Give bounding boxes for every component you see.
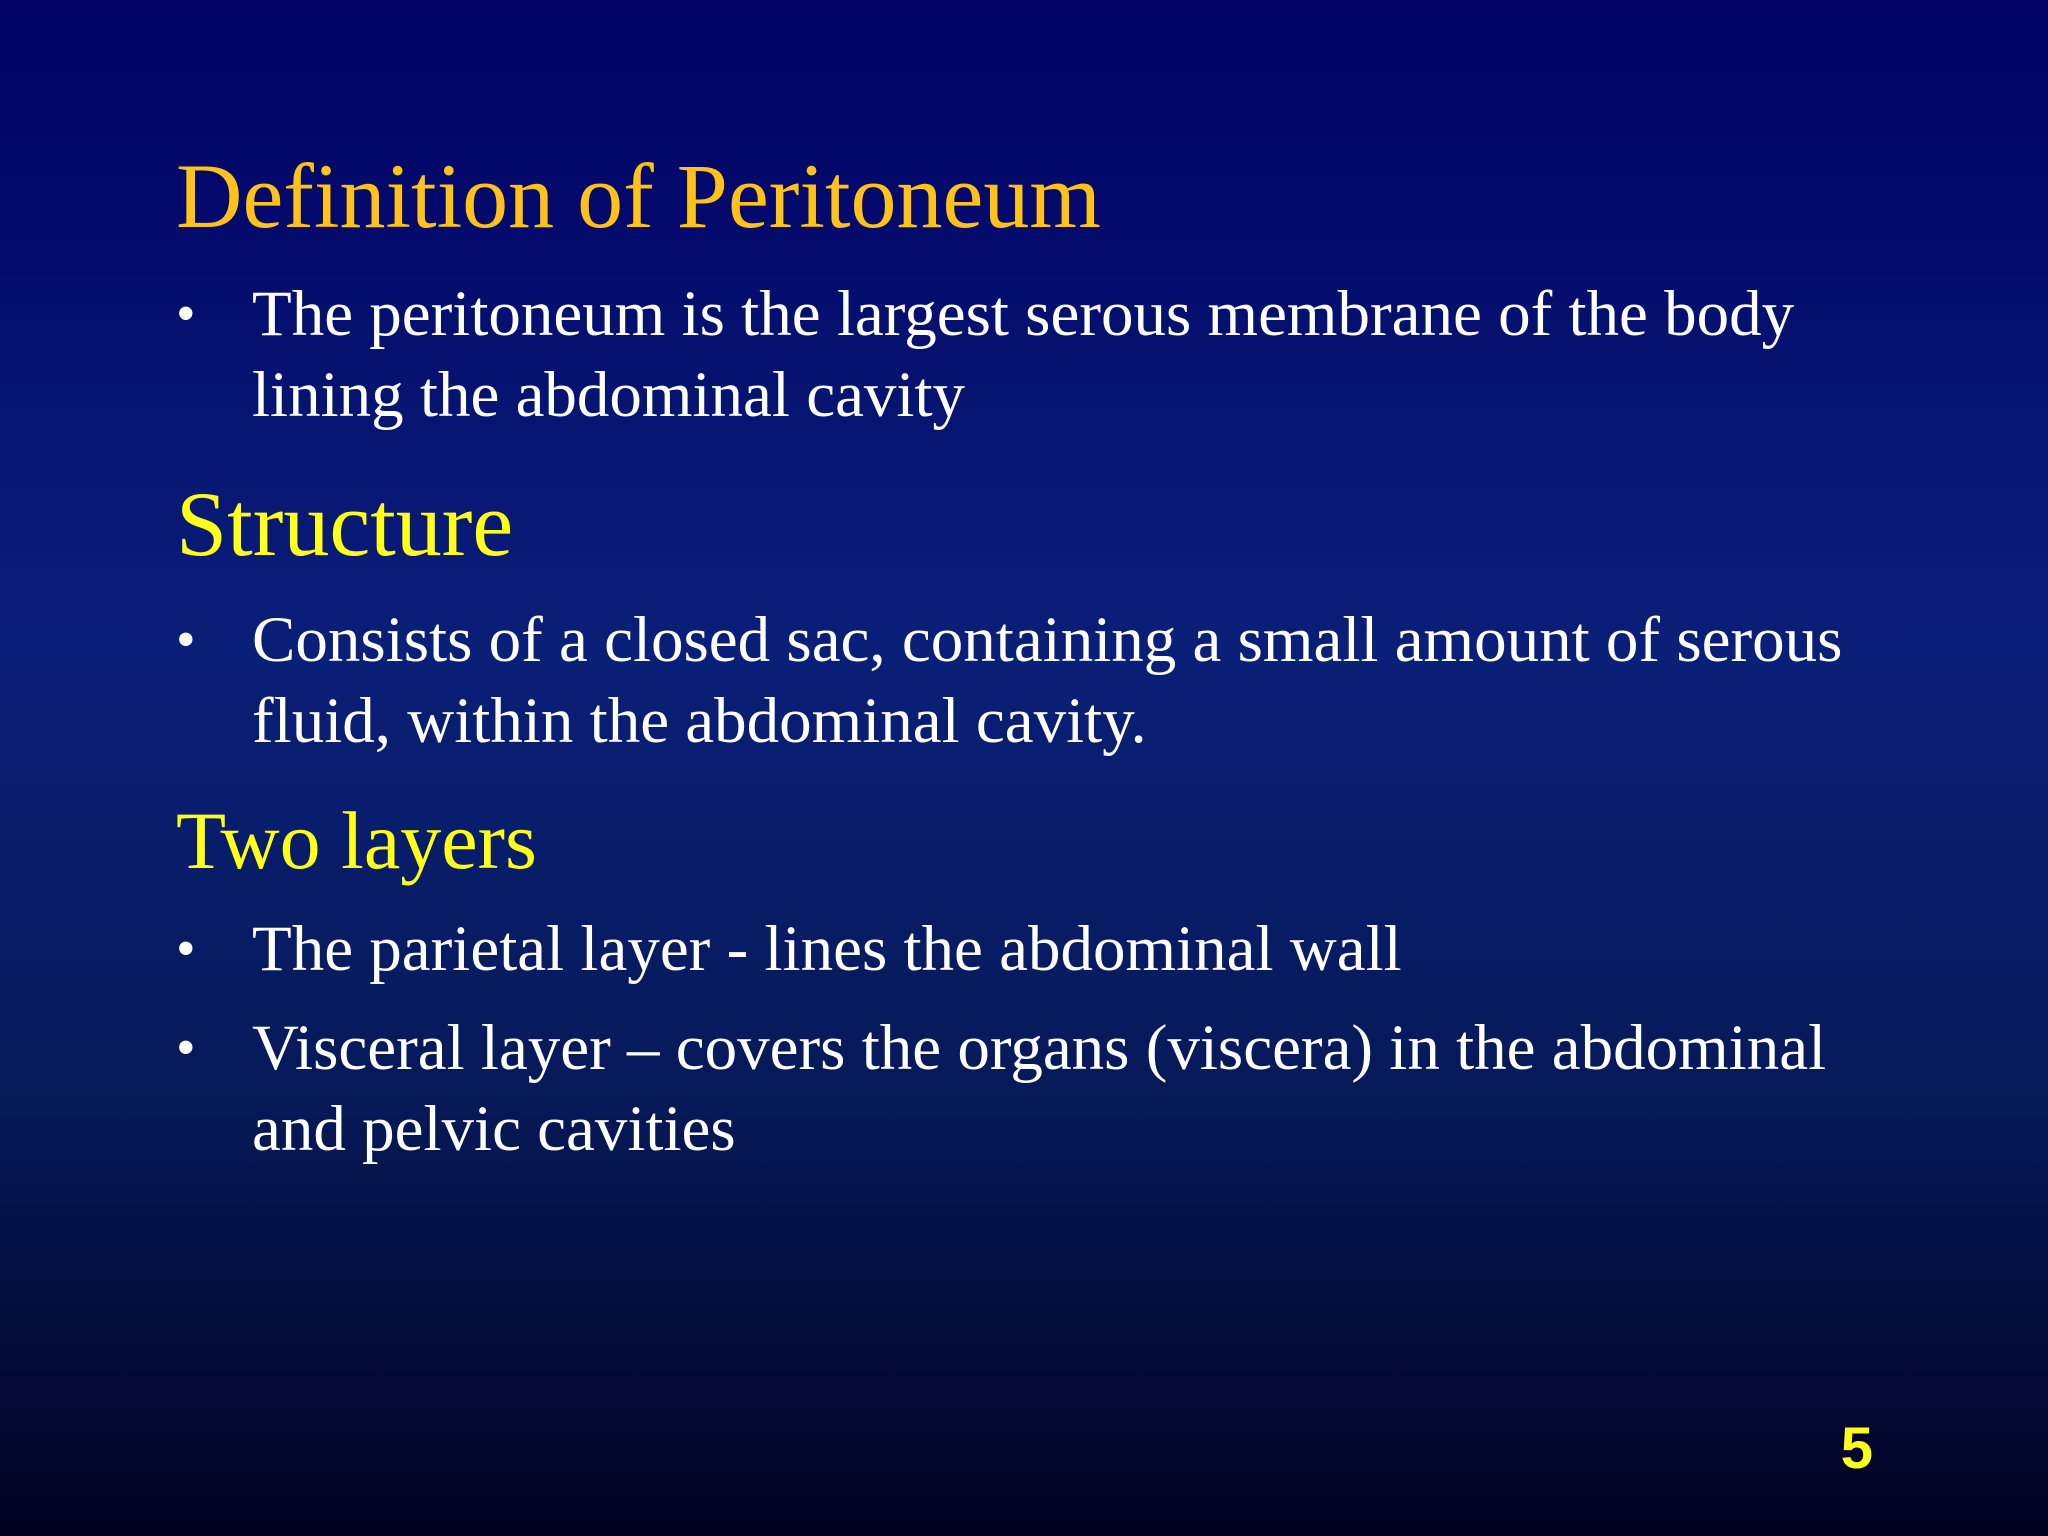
layers-list (176, 909, 1896, 1170)
structure-list (176, 600, 1896, 762)
bullet-text: The parietal layer - lines the abdominal wall (252, 913, 1402, 985)
layers-heading: Two layers (176, 795, 537, 886)
bullet-icon: • (176, 1017, 196, 1079)
definition-list (176, 274, 1896, 436)
list-item (176, 1008, 1896, 1170)
structure-heading: Structure (176, 473, 514, 575)
bullet-text: The peritoneum is the largest serous membrane of the body lining the abdominal cavity (252, 278, 1795, 431)
bullet-icon: • (176, 918, 196, 980)
page-number: 5 (1840, 1416, 1873, 1481)
list-item (176, 274, 1896, 436)
bullet-text: Consists of a closed sac, containing a small amount of serous fluid, within the abdominal cavity. (252, 604, 1843, 757)
list-item (176, 600, 1896, 762)
bullet-icon: • (176, 283, 196, 345)
list-item (176, 909, 1896, 990)
slide-title: Definition of Peritoneum (176, 145, 1101, 247)
bullet-text: Visceral layer – covers the organs (viscera) in the abdominal and pelvic cavities (252, 1012, 1827, 1165)
bullet-icon: • (176, 609, 196, 671)
